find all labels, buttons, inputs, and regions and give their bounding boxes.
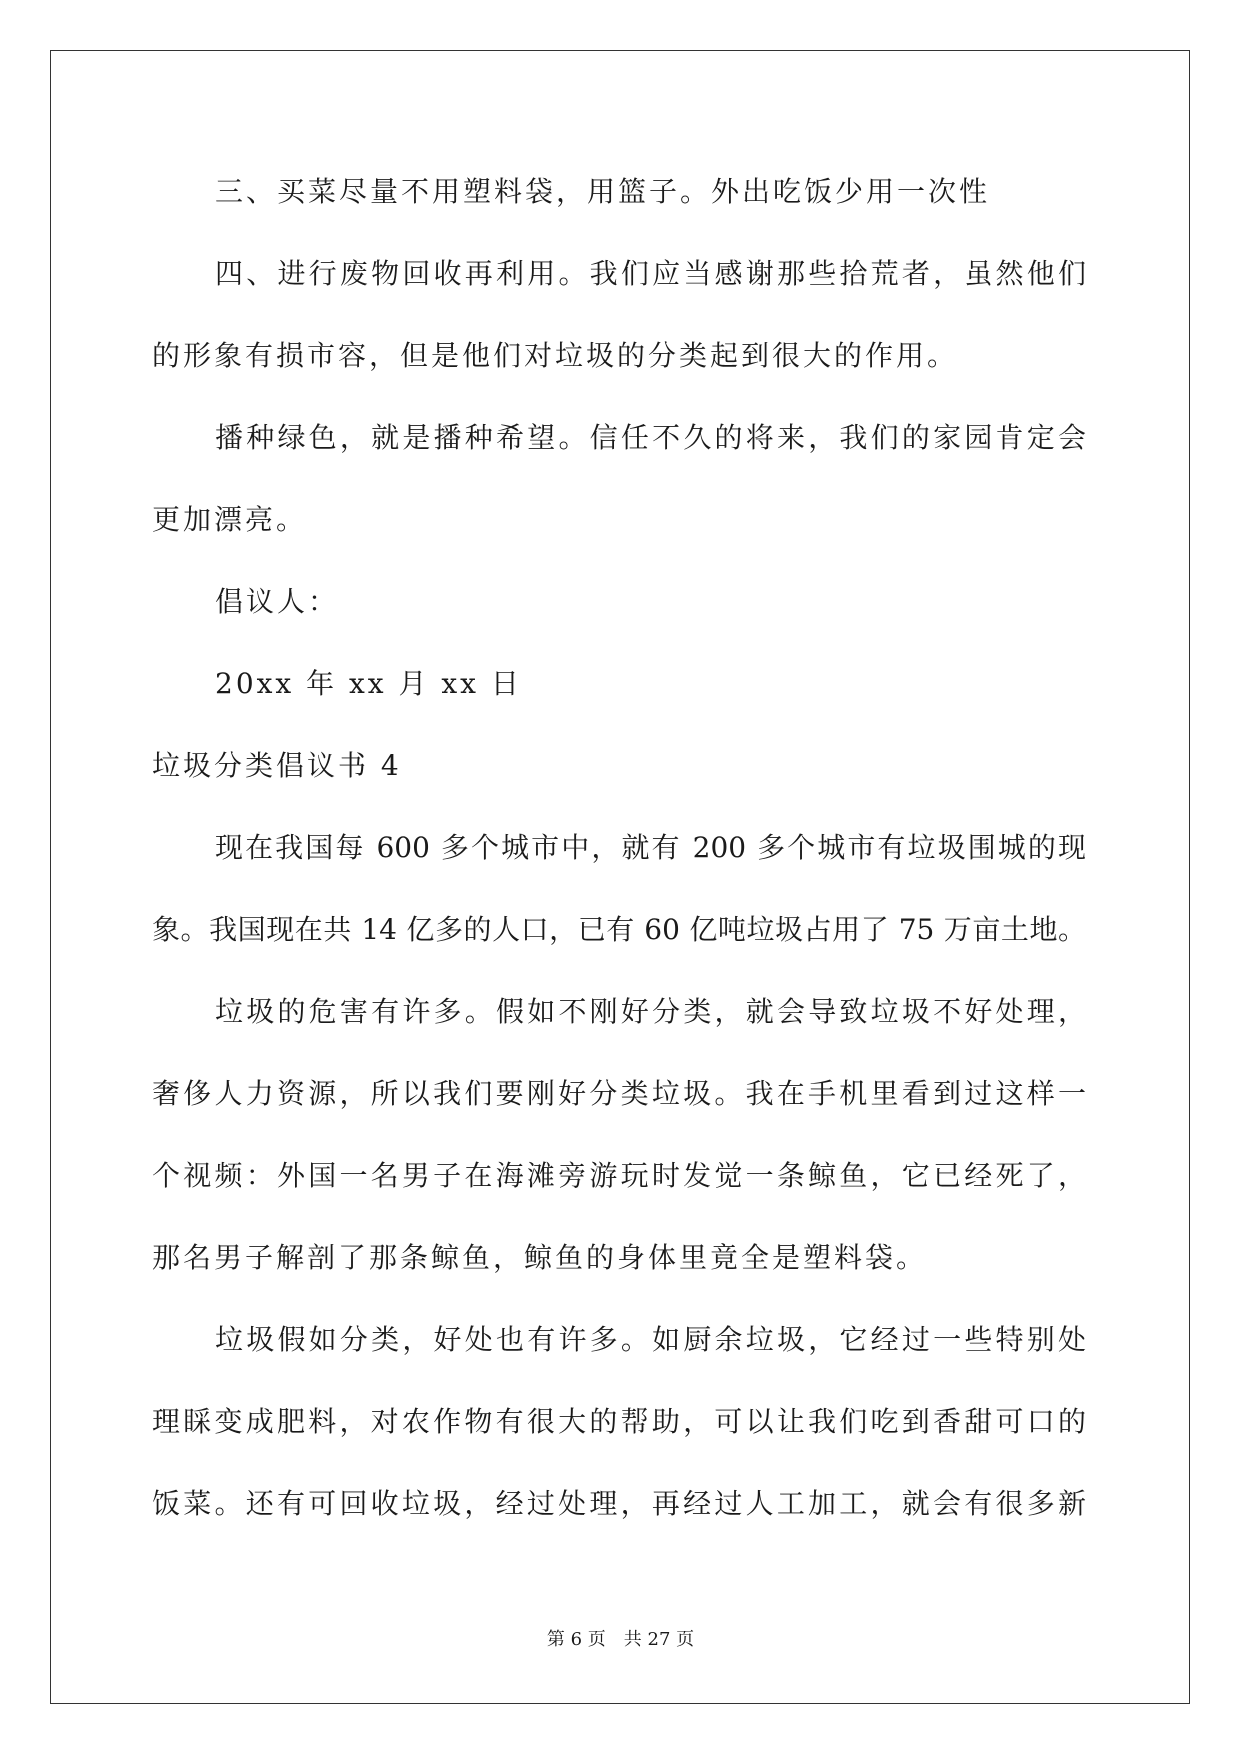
text-line: 象。我国现在共 14 亿多的人口，已有 60 亿吨垃圾占用了 75 万亩土地。 bbox=[152, 913, 1086, 946]
text-line: 倡议人： bbox=[215, 585, 340, 618]
page-total: 共 27 页 bbox=[623, 1629, 695, 1650]
text-line: 四、进行废物回收再利用。我们应当感谢那些拾荒者，虽然他们 bbox=[215, 257, 1086, 290]
text-line: 三、买菜尽量不用塑料袋，用篮子。外出吃饭少用一次性 bbox=[215, 175, 991, 208]
date-line: 20xx 年 xx 月 xx 日 bbox=[215, 667, 522, 700]
page-number: 第 6 页 bbox=[546, 1629, 606, 1650]
section-heading: 垃圾分类倡议书 4 bbox=[152, 749, 402, 782]
text-line: 饭菜。还有可回收垃圾，经过处理，再经过人工加工，就会有很多新 bbox=[152, 1487, 1086, 1520]
page-border bbox=[50, 50, 1190, 1704]
text-line: 那名男子解剖了那条鲸鱼，鲸鱼的身体里竟全是塑料袋。 bbox=[152, 1241, 928, 1274]
text-line: 奢侈人力资源，所以我们要刚好分类垃圾。我在手机里看到过这样一 bbox=[152, 1077, 1086, 1110]
text-line: 的形象有损市容，但是他们对垃圾的分类起到很大的作用。 bbox=[152, 339, 959, 372]
text-line: 现在我国每 600 多个城市中，就有 200 多个城市有垃圾围城的现 bbox=[215, 831, 1086, 864]
text-line: 垃圾假如分类，好处也有许多。如厨余垃圾，它经过一些特别处 bbox=[215, 1323, 1086, 1356]
text-line: 个视频：外国一名男子在海滩旁游玩时发觉一条鲸鱼，它已经死了， bbox=[152, 1159, 1086, 1192]
page-footer bbox=[0, 1628, 1241, 1652]
text-line: 垃圾的危害有许多。假如不刚好分类，就会导致垃圾不好处理， bbox=[215, 995, 1086, 1028]
text-line: 理睬变成肥料，对农作物有很大的帮助，可以让我们吃到香甜可口的 bbox=[152, 1405, 1086, 1438]
text-line: 播种绿色，就是播种希望。信任不久的将来，我们的家园肯定会 bbox=[215, 421, 1086, 454]
text-line: 更加漂亮。 bbox=[152, 503, 308, 536]
